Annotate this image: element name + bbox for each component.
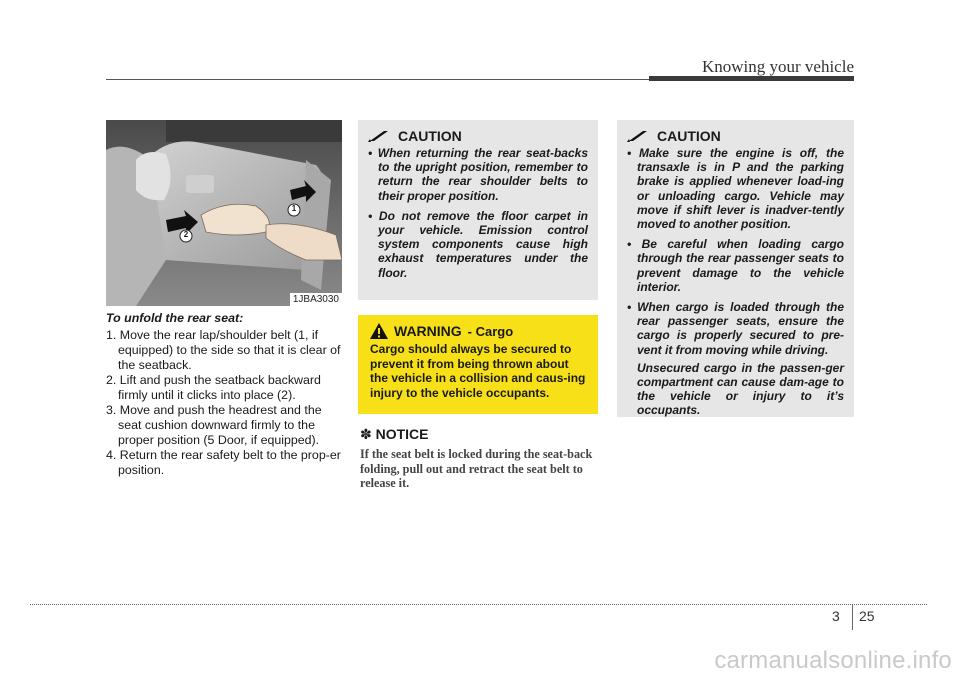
header-rule bbox=[106, 79, 649, 80]
page-number: 25 bbox=[859, 608, 875, 624]
unfold-subheading: To unfold the rear seat: bbox=[106, 311, 244, 325]
watermark: carmanualsonline.info bbox=[714, 647, 952, 674]
pencil-icon bbox=[368, 130, 390, 142]
warning-text: Cargo should always be secured to prevent it from being thrown about the vehicle in a collision and caus-ing injury to the vehicle occupants. bbox=[370, 342, 586, 400]
seat-illustration bbox=[106, 120, 342, 306]
caution-item: • When cargo is loaded through the rear passenger seats, ensure the cargo is properly secured to pre-vent it from moving while driving. bbox=[627, 300, 844, 357]
notice-text: If the seat belt is locked during the seat-back folding, pull out and retract the seat belt to release it. bbox=[360, 447, 593, 490]
caution-title: CAUTION bbox=[657, 128, 721, 144]
notice-title: ✽ NOTICE bbox=[360, 426, 429, 442]
header-rule-accent bbox=[649, 76, 854, 81]
warning-subtitle: - Cargo bbox=[467, 323, 514, 339]
step-item: 4. Return the rear safety belt to the prop-er position. bbox=[106, 448, 341, 477]
footer-separator bbox=[852, 604, 853, 630]
step-item: 3. Move and push the headrest and the seat cushion downward firmly to the proper position (5 Door, if equipped). bbox=[106, 403, 322, 447]
caution-title: CAUTION bbox=[398, 128, 462, 144]
warning-triangle-icon bbox=[370, 323, 388, 339]
caution-extra: Unsecured cargo in the passen-ger compartment can cause dam-age to the vehicle or injury to it’s occupants. bbox=[637, 360, 844, 418]
caution-item: • When returning the rear seat-backs to the upright position, remember to return the rear shoulder belts to their proper position. bbox=[368, 146, 588, 203]
header-title: Knowing your vehicle bbox=[701, 57, 854, 76]
caution-box-cargo bbox=[617, 120, 854, 417]
step-item: 1. Move the rear lap/shoulder belt (1, if equipped) to the side so that it is clear of the seatback. bbox=[106, 328, 341, 372]
seat-photo bbox=[106, 120, 342, 306]
caution-item: • Do not remove the floor carpet in your vehicle. Emission control system components cause high exhaust temperatures under the floor. bbox=[368, 208, 588, 280]
footer-rule bbox=[30, 604, 927, 605]
step-item: 2. Lift and push the seatback backward firmly until it clicks into place (2). bbox=[106, 373, 321, 402]
chapter-number: 3 bbox=[832, 608, 840, 624]
pencil-icon bbox=[627, 130, 649, 142]
warning-box-cargo bbox=[358, 315, 598, 414]
unfold-steps bbox=[106, 328, 344, 478]
callout-2: 2 bbox=[183, 230, 189, 239]
caution-box-seat bbox=[358, 120, 598, 300]
warning-title: WARNING bbox=[394, 323, 462, 339]
caution-item: • Make sure the engine is off, the transaxle is in P and the parking brake is applied whenever load-ing or unloading cargo. Vehicle may move if shift lever is inadver-tently moved to another position. bbox=[627, 146, 844, 232]
caution-item: • Be careful when loading cargo through the rear passenger seats to prevent damage to the vehicle interior. bbox=[627, 237, 844, 294]
unfold-instructions bbox=[106, 311, 344, 478]
callout-1: 1 bbox=[291, 204, 297, 213]
notice-section bbox=[360, 426, 600, 491]
figure-code: 1JBA3030 bbox=[290, 293, 342, 306]
